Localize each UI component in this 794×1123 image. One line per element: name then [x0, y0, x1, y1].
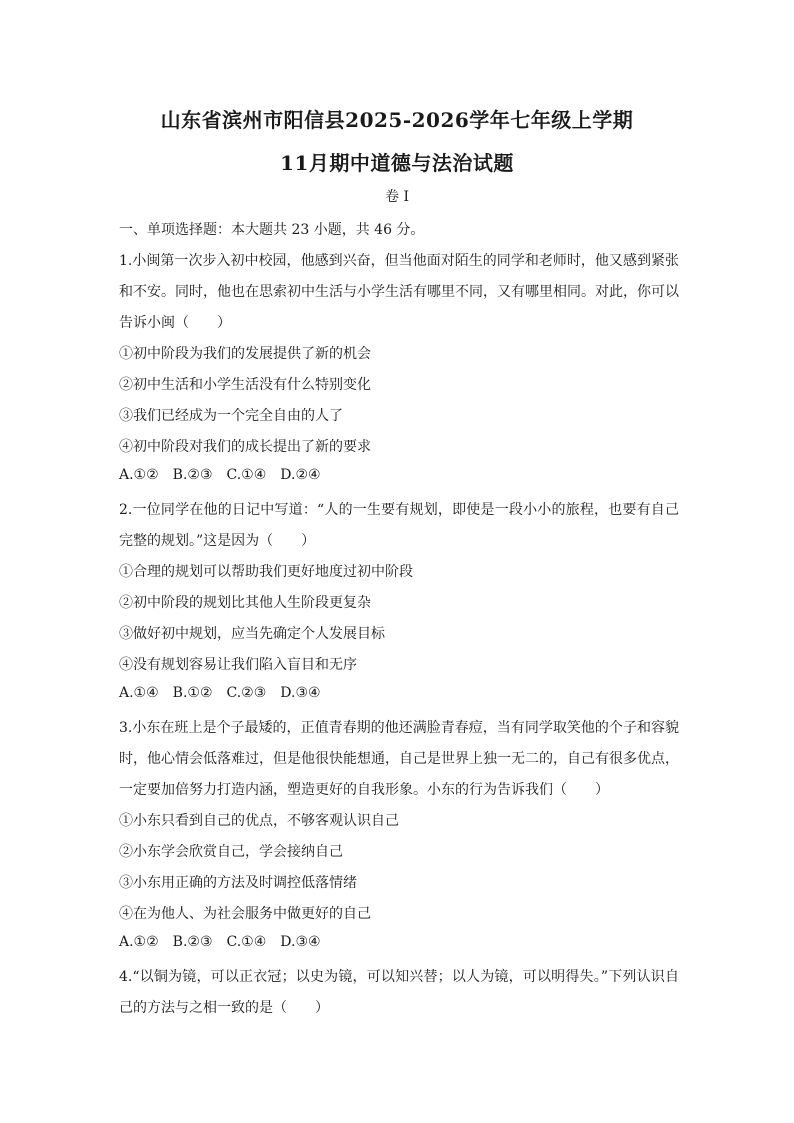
q2-statement: ③做好初中规划，应当先确定个人发展目标 — [119, 626, 385, 642]
option-b: B.②③ — [172, 467, 213, 483]
q1-statement: ③我们已经成为一个完全自由的人了 — [119, 408, 343, 424]
q3-statement: ①小东只看到自己的优点，不够客观认识自己 — [119, 813, 399, 829]
option-d: D.③④ — [280, 934, 321, 950]
option-b: B.②③ — [172, 934, 213, 950]
q2-stem-line: 2.一位同学在他的日记中写道：“人的一生要有规划，即使是一段小小的旅程，也要有自己 — [119, 502, 679, 518]
q3-statement: ②小东学会欣赏自己，学会接纳自己 — [119, 844, 343, 860]
q2-statement: ①合理的规划可以帮助我们更好地度过初中阶段 — [119, 564, 413, 580]
option-b: B.①② — [172, 685, 213, 701]
q1-statement: ①初中阶段为我们的发展提供了新的机会 — [119, 346, 371, 362]
option-d: D.②④ — [280, 467, 321, 483]
q3-stem-line: 3.小东在班上是个子最矮的，正值青春期的他还满脸青春痘，当有同学取笑他的个子和容貌 — [119, 720, 679, 736]
q1-stem-line: 1.小闽第一次步入初中校园，他感到兴奋，但当他面对陌生的同学和老师时，他又感到紧张 — [119, 253, 679, 269]
q4-stem-line: 己的方法与之相一致的是（ ） — [119, 1000, 329, 1016]
option-c: C.①④ — [226, 934, 267, 950]
q2-statement: ②初中阶段的规划比其他人生阶段更复杂 — [119, 595, 371, 611]
option-a: A.①④ — [119, 685, 159, 701]
q2-options — [119, 685, 679, 701]
q4-stem-line: 4.“以铜为镜，可以正衣冠；以史为镜，可以知兴替；以人为镜，可以明得失。”下列认识自 — [119, 969, 679, 985]
exam-title-line2: 11月期中道德与法治试题 — [280, 151, 514, 175]
q1-stem-line: 和不安。同时，他也在思索初中生活与小学生活有哪里不同，又有哪里相同。对此，你可以 — [119, 284, 679, 300]
section-heading: 一、单项选择题：本大题共 23 小题，共 46 分。 — [119, 222, 425, 238]
q3-stem-line: 时，他心情会低落难过，但是他很快能想通，自己是世界上独一无二的，自己有很多优点， — [119, 751, 679, 767]
q1-stem-line: 告诉小闽（ ） — [119, 315, 231, 331]
q3-statement: ③小东用正确的方法及时调控低落情绪 — [119, 875, 357, 891]
option-d: D.③④ — [280, 685, 321, 701]
q3-stem-line: 一定要加倍努力打造内涵，塑造更好的自我形象。小东的行为告诉我们（ ） — [119, 782, 609, 798]
q1-options — [119, 467, 679, 483]
q1-statement: ④初中阶段对我们的成长提出了新的要求 — [119, 439, 371, 455]
option-a: A.①② — [119, 467, 159, 483]
q3-options — [119, 934, 679, 950]
volume-label: 卷 I — [385, 189, 409, 205]
q1-statement: ②初中生活和小学生活没有什么特别变化 — [119, 377, 371, 393]
exam-title-line1: 山东省滨州市阳信县2025-2026学年七年级上学期 — [160, 108, 634, 132]
option-a: A.①② — [119, 934, 159, 950]
q2-statement: ④没有规划容易让我们陷入盲目和无序 — [119, 657, 357, 673]
option-c: C.①④ — [226, 467, 267, 483]
option-c: C.②③ — [226, 685, 267, 701]
q3-statement: ④在为他人、为社会服务中做更好的自己 — [119, 906, 371, 922]
q2-stem-line: 完整的规划。”这是因为（ ） — [119, 533, 316, 549]
